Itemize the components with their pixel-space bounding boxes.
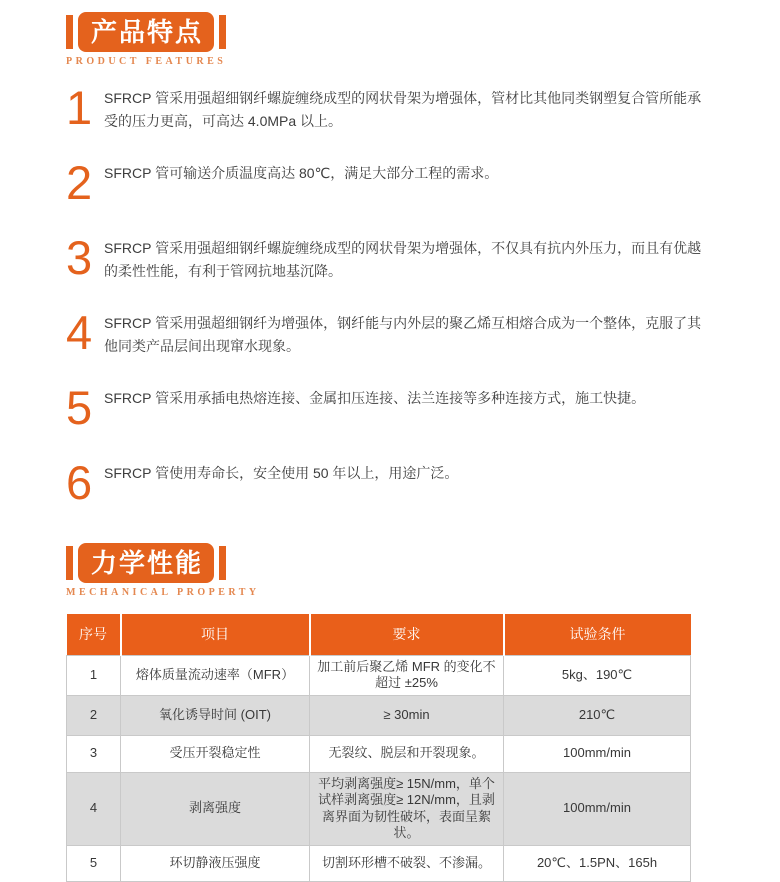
table-header-row (67, 614, 691, 655)
cell-item: 受压开裂稳定性 (121, 735, 310, 772)
feature-text: SFRCP 管使用寿命长，安全使用 50 年以上，用途广泛。 (104, 465, 459, 481)
table-row (67, 655, 691, 695)
cell-index: 4 (67, 772, 121, 845)
header-cell-condition: 试验条件 (504, 614, 691, 655)
feature-text: SFRCP 管采用强超细钢纤螺旋缠绕成型的网状骨架为增强体，不仅具有抗内外压力，而且有优越的柔性性能，有利于管网抗地基沉降。 (104, 240, 702, 279)
mechanical-properties-table (66, 614, 691, 882)
cell-condition: 210℃ (504, 695, 691, 735)
cell-index: 1 (67, 655, 121, 695)
cell-item: 环切静液压强度 (121, 845, 310, 881)
feature-text: SFRCP 管采用强超细钢纤为增强体，钢纤能与内外层的聚乙烯互相熔合成为一个整体，克服了其他同类产品层间出现窜水现象。 (104, 315, 702, 354)
header-cell-index: 序号 (67, 614, 121, 655)
table-row (67, 772, 691, 845)
cell-item: 氧化诱导时间 (OIT) (121, 695, 310, 735)
feature-number: 4 (66, 306, 93, 359)
badge-right-bar (219, 546, 226, 580)
mechanical-subtitle: MECHANICAL PROPERTY (66, 587, 260, 598)
feature-item (66, 456, 716, 509)
table-row (67, 735, 691, 772)
feature-number: 6 (66, 456, 93, 509)
features-title-row (66, 12, 716, 52)
cell-requirement: 切割环形槽不破裂、不渗漏。 (310, 845, 504, 881)
cell-requirement: 加工前后聚乙烯 MFR 的变化不超过 ±25% (310, 655, 504, 695)
cell-condition: 20℃、1.5PN、165h (504, 845, 691, 881)
cell-requirement: ≥ 30min (310, 695, 504, 735)
header-cell-requirement: 要求 (310, 614, 504, 655)
mechanical-section-header (66, 543, 716, 598)
badge-right-bar (219, 15, 226, 49)
feature-item (66, 81, 716, 134)
feature-number: 1 (66, 81, 93, 134)
cell-index: 5 (67, 845, 121, 881)
badge-left-bar (66, 15, 73, 49)
features-subtitle: PRODUCT FEATURES (66, 56, 227, 67)
feature-text: SFRCP 管采用承插电热熔连接、金属扣压连接、法兰连接等多种连接方式，施工快捷。 (104, 390, 646, 406)
feature-text: SFRCP 管采用强超细钢纤螺旋缠绕成型的网状骨架为增强体，管材比其他同类钢塑复合管所能承受的压力更高，可高达 4.0MPa 以上。 (104, 90, 702, 129)
header-cell-item: 项目 (121, 614, 310, 655)
feature-item (66, 156, 716, 209)
features-section-header (66, 12, 716, 67)
feature-item (66, 306, 716, 359)
feature-number: 2 (66, 156, 93, 209)
feature-item (66, 381, 716, 434)
cell-index: 2 (67, 695, 121, 735)
feature-item (66, 231, 716, 284)
mechanical-title-row (66, 543, 716, 583)
cell-condition: 100mm/min (504, 735, 691, 772)
features-list (66, 81, 716, 509)
cell-item: 熔体质量流动速率（MFR） (121, 655, 310, 695)
cell-requirement: 平均剥离强度≥ 15N/mm，单个试样剥离强度≥ 12N/mm，且剥离界面为韧性破坏，表面呈絮状。 (310, 772, 504, 845)
cell-item: 剥离强度 (121, 772, 310, 845)
cell-index: 3 (67, 735, 121, 772)
features-title-badge: 产品特点 (78, 12, 214, 52)
table-row (67, 695, 691, 735)
cell-condition: 100mm/min (504, 772, 691, 845)
cell-requirement: 无裂纹、脱层和开裂现象。 (310, 735, 504, 772)
mechanical-title-badge: 力学性能 (78, 543, 214, 583)
feature-number: 5 (66, 381, 93, 434)
table-row (67, 845, 691, 881)
feature-text: SFRCP 管可输送介质温度高达 80℃，满足大部分工程的需求。 (104, 165, 499, 181)
feature-number: 3 (66, 231, 93, 284)
badge-left-bar (66, 546, 73, 580)
cell-condition: 5kg、190℃ (504, 655, 691, 695)
